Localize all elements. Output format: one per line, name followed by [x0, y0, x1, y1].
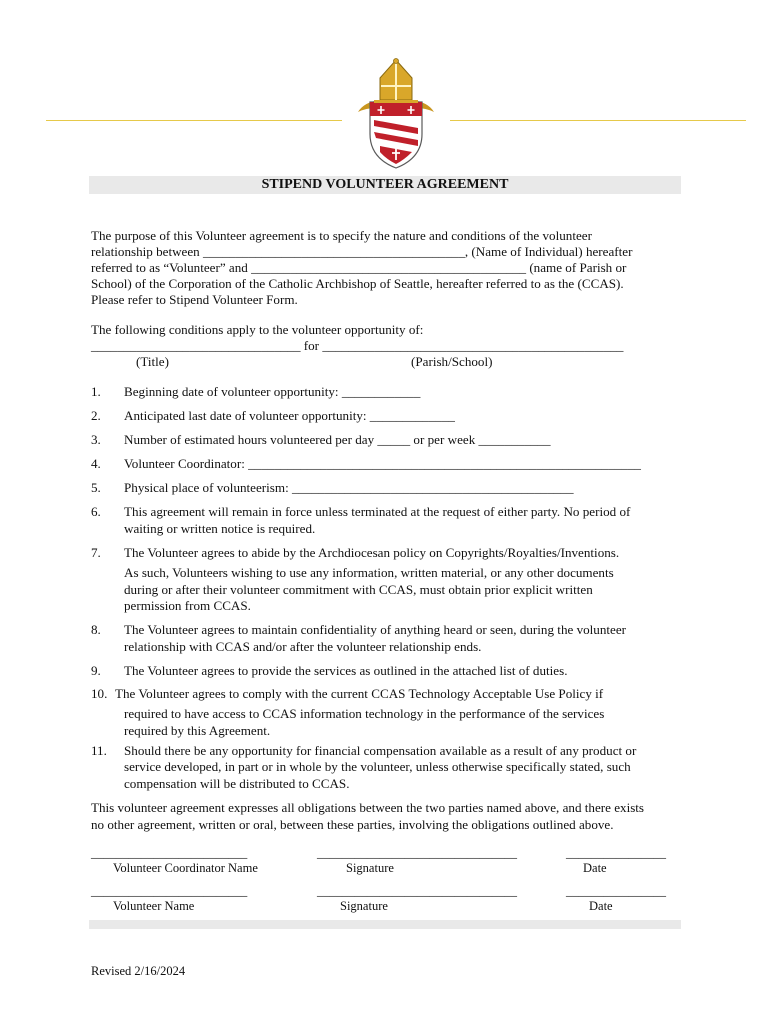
- volunteer-date-blank[interactable]: ________________: [566, 884, 666, 898]
- coordinator-name-blank[interactable]: _________________________: [91, 846, 248, 860]
- item-text: The Volunteer agrees to maintain confidentiality of anything heard or seen, during the volunteer: [124, 622, 627, 637]
- item-text: waiting or written notice is required.: [124, 521, 316, 536]
- item-text: As such, Volunteers wishing to use any information, written material, or any other documents: [124, 565, 614, 580]
- item-text: This agreement will remain in force unless terminated at the request of either party. No period of: [124, 504, 631, 519]
- item-text: Number of estimated hours volunteered per day _____ or per week ___________: [124, 432, 551, 447]
- item-number: 5.: [91, 480, 101, 495]
- parish-label: (Parish/School): [411, 354, 493, 369]
- coordinator-signature-blank[interactable]: ________________________________: [317, 846, 517, 860]
- header-rule-left: [46, 120, 342, 121]
- item-number: 3.: [91, 432, 101, 447]
- item-text: The Volunteer agrees to comply with the current CCAS Technology Acceptable Use Policy if: [115, 686, 604, 701]
- archdiocese-crest-icon: [354, 56, 438, 172]
- intro-line-2: relationship between ________________________________________, (Name of Individual) hereafter: [91, 244, 633, 259]
- item-number: 6.: [91, 504, 101, 519]
- coordinator-signature-label: Signature: [346, 861, 394, 875]
- intro-line-4: School) of the Corporation of the Catholic Archbishop of Seattle, hereafter referred to as the (CCAS).: [91, 276, 624, 291]
- conditions-line-1: The following conditions apply to the volunteer opportunity of:: [91, 322, 424, 337]
- item-text: relationship with CCAS and/or after the volunteer relationship ends.: [124, 639, 482, 654]
- item-number: 1.: [91, 384, 101, 399]
- header-rule-right: [450, 120, 746, 121]
- coordinator-date-blank[interactable]: ________________: [566, 846, 666, 860]
- item-text: permission from CCAS.: [124, 598, 251, 613]
- coordinator-date-label: Date: [583, 861, 607, 875]
- item-number: 7.: [91, 545, 101, 560]
- intro-line-5: Please refer to Stipend Volunteer Form.: [91, 292, 298, 307]
- item-text: required to have access to CCAS information technology in the performance of the services: [124, 706, 605, 721]
- volunteer-name-blank[interactable]: _________________________: [91, 884, 248, 898]
- item-number: 2.: [91, 408, 101, 423]
- item-text: The Volunteer agrees to abide by the Archdiocesan policy on Copyrights/Royalties/Inventions.: [124, 545, 620, 560]
- volunteer-date-label: Date: [589, 899, 613, 913]
- item-number: 10.: [91, 686, 108, 701]
- document-title: STIPEND VOLUNTEER AGREEMENT: [89, 176, 681, 194]
- item-text: Volunteer Coordinator: ____________________________________________________________: [124, 456, 641, 471]
- item-text: Should there be any opportunity for financial compensation available as a result of any product or: [124, 743, 637, 758]
- item-text: service developed, in part or in whole by the volunteer, unless otherwise specifically stated, such: [124, 759, 631, 774]
- footer-bar: [89, 920, 681, 929]
- intro-line-1: The purpose of this Volunteer agreement is to specify the nature and conditions of the volunteer: [91, 228, 592, 243]
- title-label: (Title): [136, 354, 169, 369]
- intro-line-3: referred to as “Volunteer” and __________________________________________ (name of Parish or: [91, 260, 627, 275]
- item-number: 11.: [91, 743, 107, 758]
- coordinator-name-label: Volunteer Coordinator Name: [113, 861, 258, 875]
- revised-date: Revised 2/16/2024: [91, 964, 186, 978]
- item-text: required by this Agreement.: [124, 723, 271, 738]
- conditions-line-2: ________________________________ for ______________________________________________: [91, 338, 624, 353]
- volunteer-signature-blank[interactable]: ________________________________: [317, 884, 517, 898]
- item-text: Beginning date of volunteer opportunity: ____________: [124, 384, 421, 399]
- item-text: The Volunteer agrees to provide the services as outlined in the attached list of duties.: [124, 663, 568, 678]
- closing-line-2: no other agreement, written or oral, between these parties, involving the obligations outlined above.: [91, 817, 614, 832]
- volunteer-name-label: Volunteer Name: [113, 899, 195, 913]
- item-text: compensation will be distributed to CCAS.: [124, 776, 350, 791]
- closing-line-1: This volunteer agreement expresses all obligations between the two parties named above, and there exists: [91, 800, 645, 815]
- item-text: Anticipated last date of volunteer opportunity: _____________: [124, 408, 455, 423]
- item-number: 9.: [91, 663, 101, 678]
- item-text: during or after their volunteer commitment with CCAS, must obtain prior explicit written: [124, 582, 593, 597]
- item-text: Physical place of volunteerism: ___________________________________________: [124, 480, 574, 495]
- volunteer-signature-label: Signature: [340, 899, 388, 913]
- item-number: 4.: [91, 456, 101, 471]
- item-number: 8.: [91, 622, 101, 637]
